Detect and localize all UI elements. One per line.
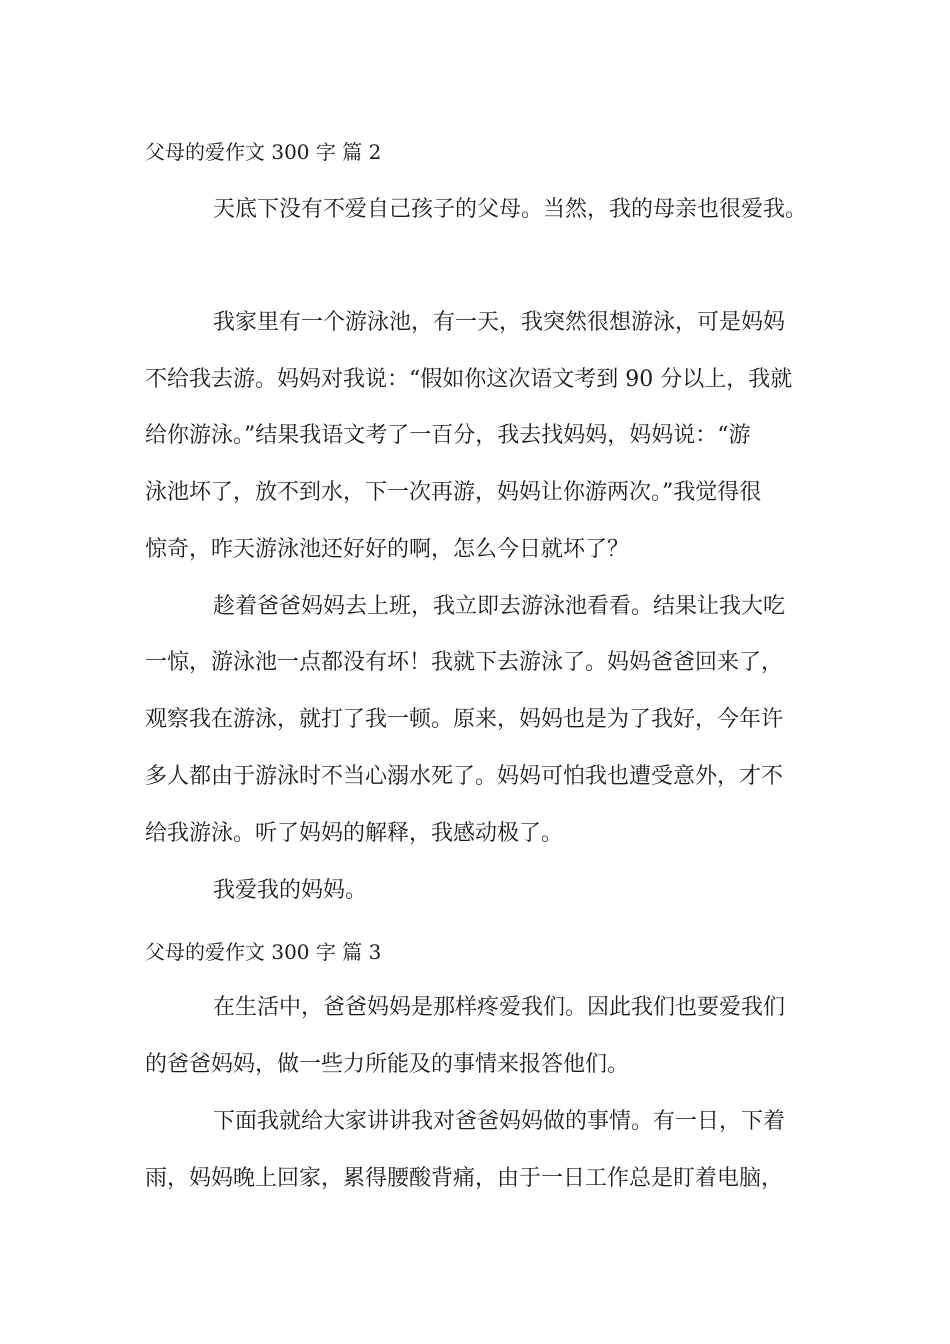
paragraph-line: 多人都由于游泳时不当心溺水死了。妈妈可怕我也遭受意外，才不 xyxy=(145,764,784,789)
paragraph-line: 不给我去游。妈妈对我说：“假如你这次语文考到 90 分以上，我就 xyxy=(145,367,793,392)
paragraph-line: 观察我在游泳，就打了我一顿。原来，妈妈也是为了我好，今年许 xyxy=(145,707,784,732)
section-heading-2: 父母的爱作文 300 字 篇 2 xyxy=(145,140,382,164)
paragraph-line: 给你游泳。”结果我语文考了一百分，我去找妈妈，妈妈说：“游 xyxy=(145,423,751,448)
paragraph-line: 一惊，游泳池一点都没有坏！我就下去游泳了。妈妈爸爸回来了， xyxy=(145,650,784,675)
paragraph-line: 我爱我的妈妈。 xyxy=(213,878,368,903)
paragraph-line: 泳池坏了，放不到水，下一次再游，妈妈让你游两次。”我觉得很 xyxy=(145,480,762,505)
paragraph-line: 的爸爸妈妈，做一些力所能及的事情来报答他们。 xyxy=(145,1052,630,1077)
section-heading-3: 父母的爱作文 300 字 篇 3 xyxy=(145,940,382,964)
paragraph-line: 天底下没有不爱自己孩子的父母。当然，我的母亲也很爱我。 xyxy=(213,197,808,222)
paragraph-line: 在生活中，爸爸妈妈是那样疼爱我们。因此我们也要爱我们 xyxy=(213,995,786,1020)
paragraph-line: 给我游泳。听了妈妈的解释，我感动极了。 xyxy=(145,821,564,846)
paragraph-line: 雨，妈妈晚上回家，累得腰酸背痛，由于一日工作总是盯着电脑， xyxy=(145,1166,784,1191)
paragraph-line: 惊奇，昨天游泳池还好好的啊，怎么今日就坏了？ xyxy=(145,537,630,562)
paragraph-line: 我家里有一个游泳池，有一天，我突然很想游泳，可是妈妈 xyxy=(213,310,786,335)
paragraph-line: 趁着爸爸妈妈去上班，我立即去游泳池看看。结果让我大吃 xyxy=(213,594,786,619)
paragraph-line: 下面我就给大家讲讲我对爸爸妈妈做的事情。有一日，下着 xyxy=(213,1109,786,1134)
